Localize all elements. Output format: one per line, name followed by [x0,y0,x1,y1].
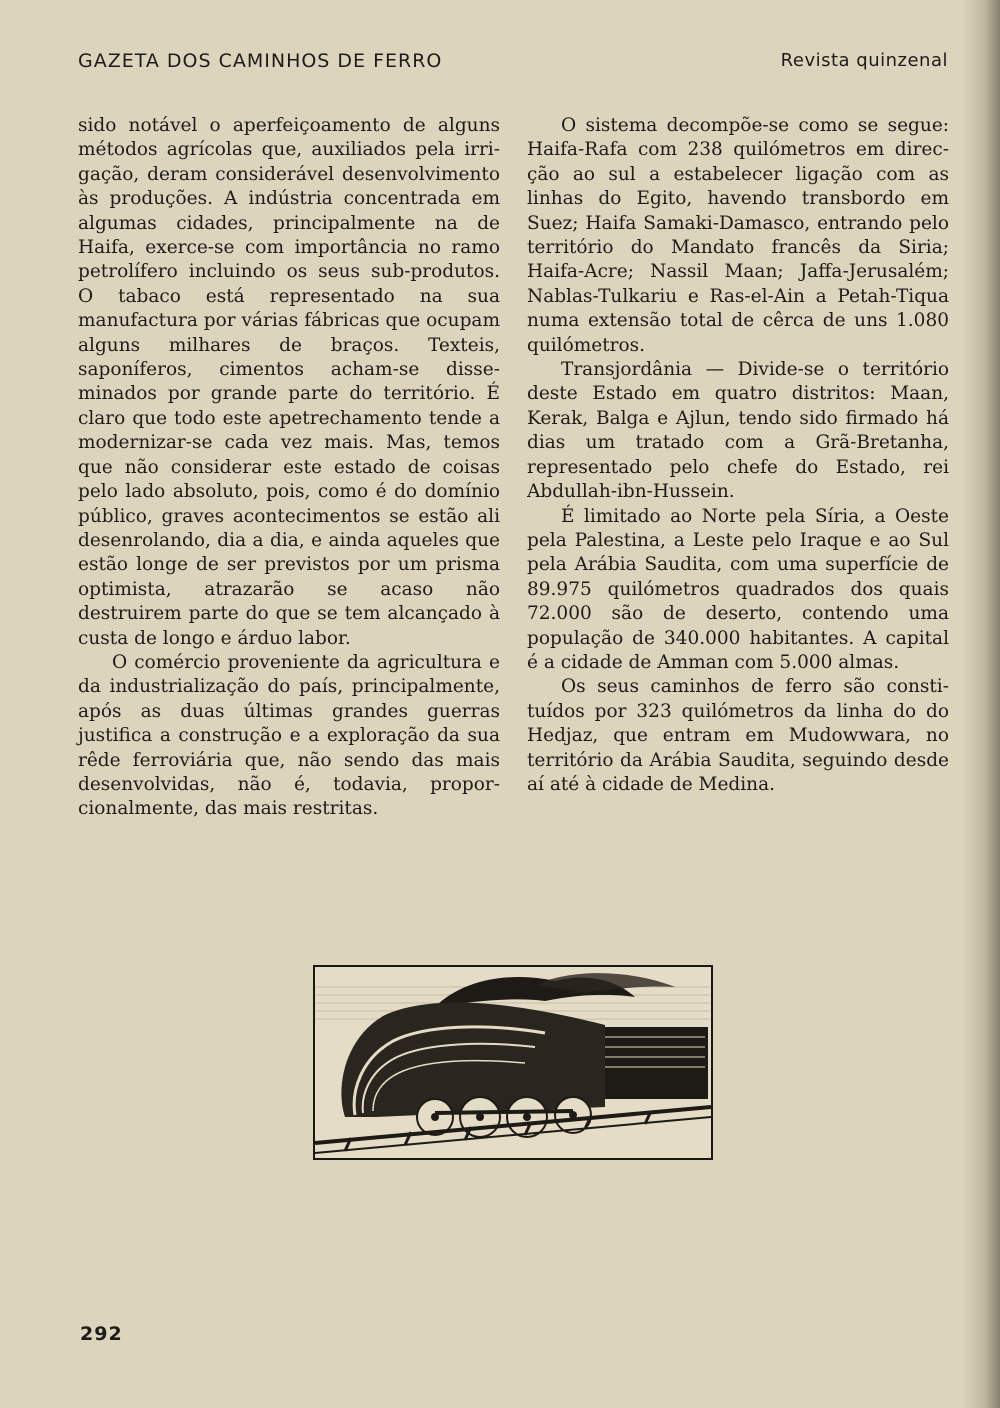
page-header [78,50,948,80]
right-text-column [527,114,949,797]
paragraph: sido notável o aperfeiçoamento de alguns métodos agrícolas que, auxiliados pela irrigação, deram considerável desenvolvimento às produções. A indústria concentrada em algumas cidades, principalmente na de Haifa, exerce-se com importância no ramo petrolífero incluindo os seus sub-produtos. O tabaco está representado na sua manufactura por várias fábricas que ocupam alguns milhares de braços. Texteis, saponíferos, cimentos acham-se disseminados por grande parte do território. É claro que todo este apetrechamento tende a modernizar-se cada vez mais. Mas, temos que não considerar este estado de coisas pelo lado absoluto, pois, como é do domínio público, graves acontecimentos se estão ali desenrolando, dia a dia, e ainda aqueles que estão longe de ser previstos por um prisma optimista, atrazarão se acaso não destruirem parte do que se tem alcançado à custa de longo e árduo labor. [78,115,500,649]
paragraph: Os seus caminhos de ferro são constituídos por 323 quilómetros da linha do do Hedjaz, que entram em Mudowwara, no território da Arábia Saudita, seguindo desde aí até à cidade de Medina. [527,676,949,795]
paragraph: É limitado ao Norte pela Síria, a Oeste pela Palestina, a Leste pelo Iraque e ao Sul pela Arábia Saudita, com uma superfície de 89.975 quilómetros quadrados dos quais 72.000 são de deserto, contendo uma população de 340.000 habitantes. A capital é a cidade de Amman com 5.000 almas. [527,505,949,673]
page-edge-shadow [962,0,1000,1408]
paragraph: Transjordânia — Divide-se o território deste Estado em quatro distritos: Maan, Kerak, Balga e Ajlun, tendo sido firmado há dias um tratado com a Grã-Bretanha, representado pelo chefe do Estado, rei Abdullah-ibn-Hussein. [527,359,949,503]
paragraph: O comércio proveniente da agricultura e da industrialização do país, principalmente, após as duas últimas grandes guerras justifica a construção e a exploração da sua rêde ferroviária que, não sendo das mais desenvolvidas, não é, todavia, proporcionalmente, das mais restritas. [78,651,500,820]
publication-subtitle: Revista quinzenal [780,50,948,71]
publication-title: GAZETA DOS CAMINHOS DE FERRO [78,50,443,72]
locomotive-illustration [313,965,713,1160]
paragraph: O sistema decompõe-se como se segue: Haifa-Rafa com 238 quilómetros em direcção ao sul a estabelecer ligação com as linhas do Egito, havendo transbordo em Suez; Haifa Samaki-Damasco, entrando pelo território do Mandato francês da Siria; Haifa-Acre; Nassil Maan; Jaffa-Jerusalém; Nablas-Tulkariu e Ras-el-Ain a Petah-Tiqua numa extensão total de cêrca de uns 1.080 quilómetros. [527,115,949,356]
steam-locomotive-icon [315,967,711,1158]
page-number: 292 [80,1323,123,1345]
left-text-column [78,114,500,822]
